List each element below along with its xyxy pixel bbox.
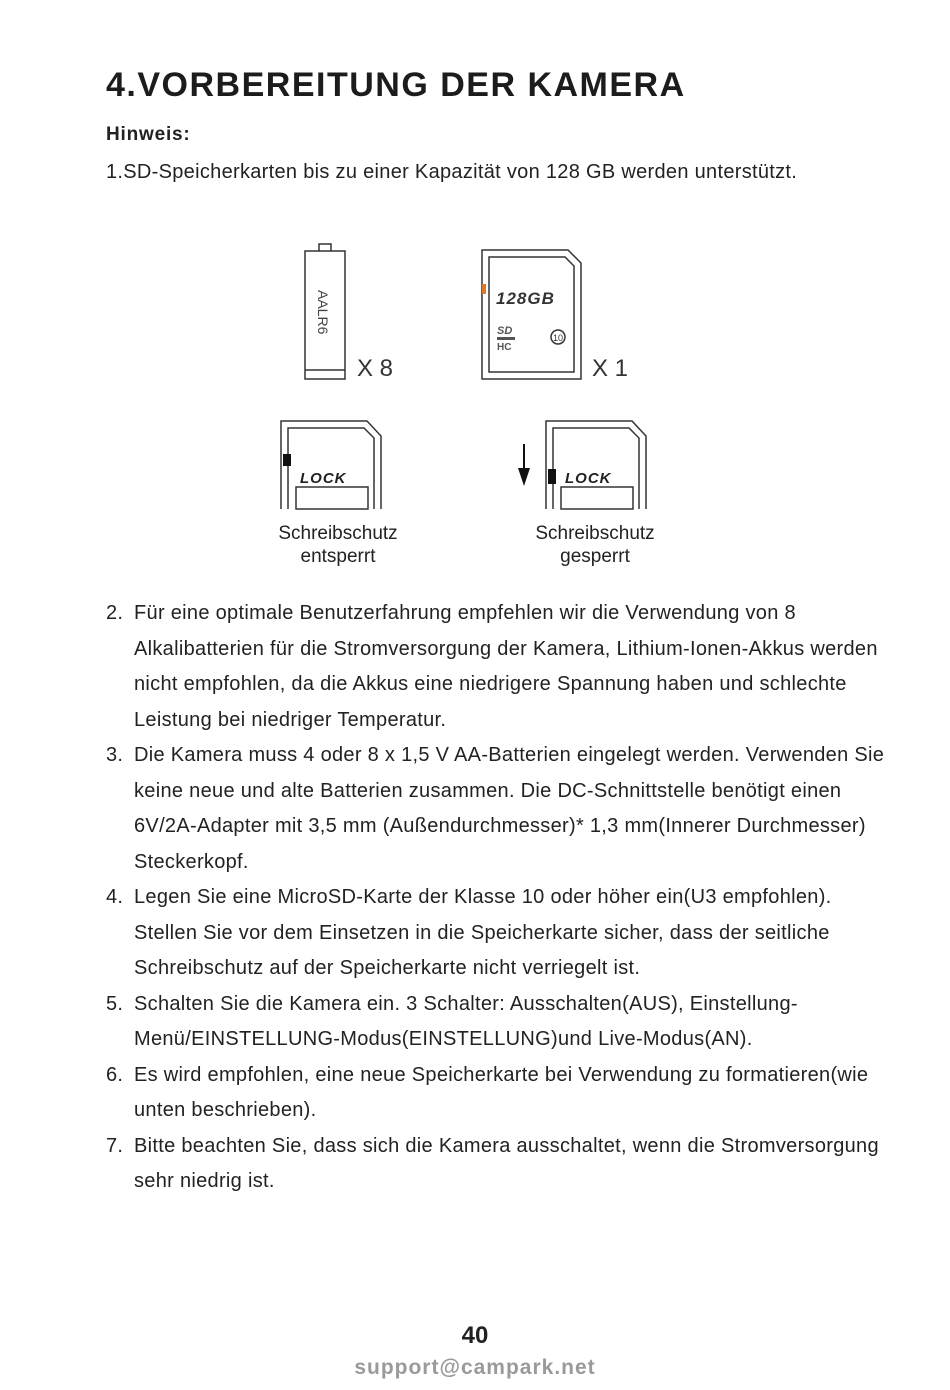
list-item-number: 2. bbox=[106, 602, 124, 624]
list-item bbox=[106, 596, 896, 738]
caption-unlocked-line2: entsperrt bbox=[300, 546, 376, 567]
list-item-text: Schalten Sie die Kamera ein. 3 Schalter: Ausschalten(AUS), Einstellung-Menü/EINSTELLUNG-Modus(EINSTELLUNG)und Live-Modus(AN). bbox=[134, 992, 798, 1050]
caption-locked-line2: gesperrt bbox=[560, 546, 630, 567]
list-item-number: 4. bbox=[106, 886, 124, 908]
caption-unlocked bbox=[238, 522, 438, 568]
list-item bbox=[106, 987, 896, 1058]
sd-card-unlocked-icon bbox=[281, 421, 381, 509]
sd-quantity: X 1 bbox=[592, 355, 629, 382]
page-title: 4.VORBEREITUNG DER KAMERA bbox=[106, 66, 686, 104]
sdhc-logo-icon bbox=[497, 325, 515, 353]
lock-label-locked: LOCK bbox=[565, 470, 612, 487]
battery-sd-figure bbox=[0, 0, 950, 600]
lock-label-unlocked: LOCK bbox=[300, 470, 347, 487]
intro-paragraph: 1.SD-Speicherkarten bis zu einer Kapazität von 128 GB werden unterstützt. bbox=[106, 161, 798, 183]
page-number: 40 bbox=[461, 1322, 489, 1349]
battery-quantity: X 8 bbox=[357, 355, 394, 382]
list-item bbox=[106, 738, 896, 880]
list-item-number: 7. bbox=[106, 1134, 124, 1157]
list-item-number: 6. bbox=[106, 1063, 124, 1086]
instruction-list bbox=[106, 596, 896, 1200]
list-item-text: Bitte beachten Sie, dass sich die Kamera ausschaltet, wenn die Stromversorgung sehr niedrig ist. bbox=[134, 1134, 879, 1192]
caption-unlocked-line1: Schreibschutz bbox=[278, 523, 398, 544]
list-item-text: Für eine optimale Benutzerfahrung empfehlen wir die Verwendung von 8 Alkalibatterien für die Stromversorgung der Kamera, Lithium-Ionen-Akkus werden nicht empfohlen, da die Akkus eine niedrigere Spannung haben und schlechte Leistung bei niedriger Temperatur. bbox=[134, 602, 878, 731]
svg-text:HC: HC bbox=[497, 342, 512, 353]
sd-capacity-label: 128GB bbox=[496, 289, 555, 308]
note-label: Hinweis: bbox=[106, 124, 191, 145]
list-item-number: 3. bbox=[106, 744, 124, 766]
list-item bbox=[106, 1129, 896, 1200]
sd-class-label: 10 bbox=[553, 333, 564, 343]
caption-locked-line1: Schreibschutz bbox=[535, 523, 655, 544]
battery-label: AALR6 bbox=[315, 290, 331, 335]
list-item bbox=[106, 880, 896, 987]
list-item-text: Die Kamera muss 4 oder 8 x 1,5 V AA-Batterien eingelegt werden. Verwenden Sie keine neue und alte Batterien zusammen. Die DC-Schnittstelle benötigt einen 6V/2A-Adapter mit 3,5 mm (Außendurchmesser)* 1,3 mm(Innerer Durchmesser) Steckerkopf. bbox=[134, 744, 885, 873]
sd-card-locked-icon bbox=[546, 421, 646, 509]
list-item bbox=[106, 1058, 896, 1129]
sd-card-icon bbox=[482, 250, 581, 379]
caption-locked bbox=[495, 522, 695, 568]
list-item-number: 5. bbox=[106, 992, 124, 1015]
arrow-down-icon bbox=[518, 444, 530, 486]
list-item-text: Legen Sie eine MicroSD-Karte der Klasse 10 oder höher ein(U3 empfohlen). Stellen Sie vor dem Einsetzen in die Speicherkarte sicher, dass der seitliche Schreibschutz auf der Speicherkarte nicht verriegelt ist. bbox=[134, 886, 832, 979]
list-item-text: Es wird empfohlen, eine neue Speicherkarte bei Verwendung zu formatieren(wie unten beschrieben). bbox=[134, 1063, 869, 1121]
svg-text:SD: SD bbox=[497, 325, 513, 337]
support-email: support@campark.net bbox=[354, 1356, 596, 1379]
